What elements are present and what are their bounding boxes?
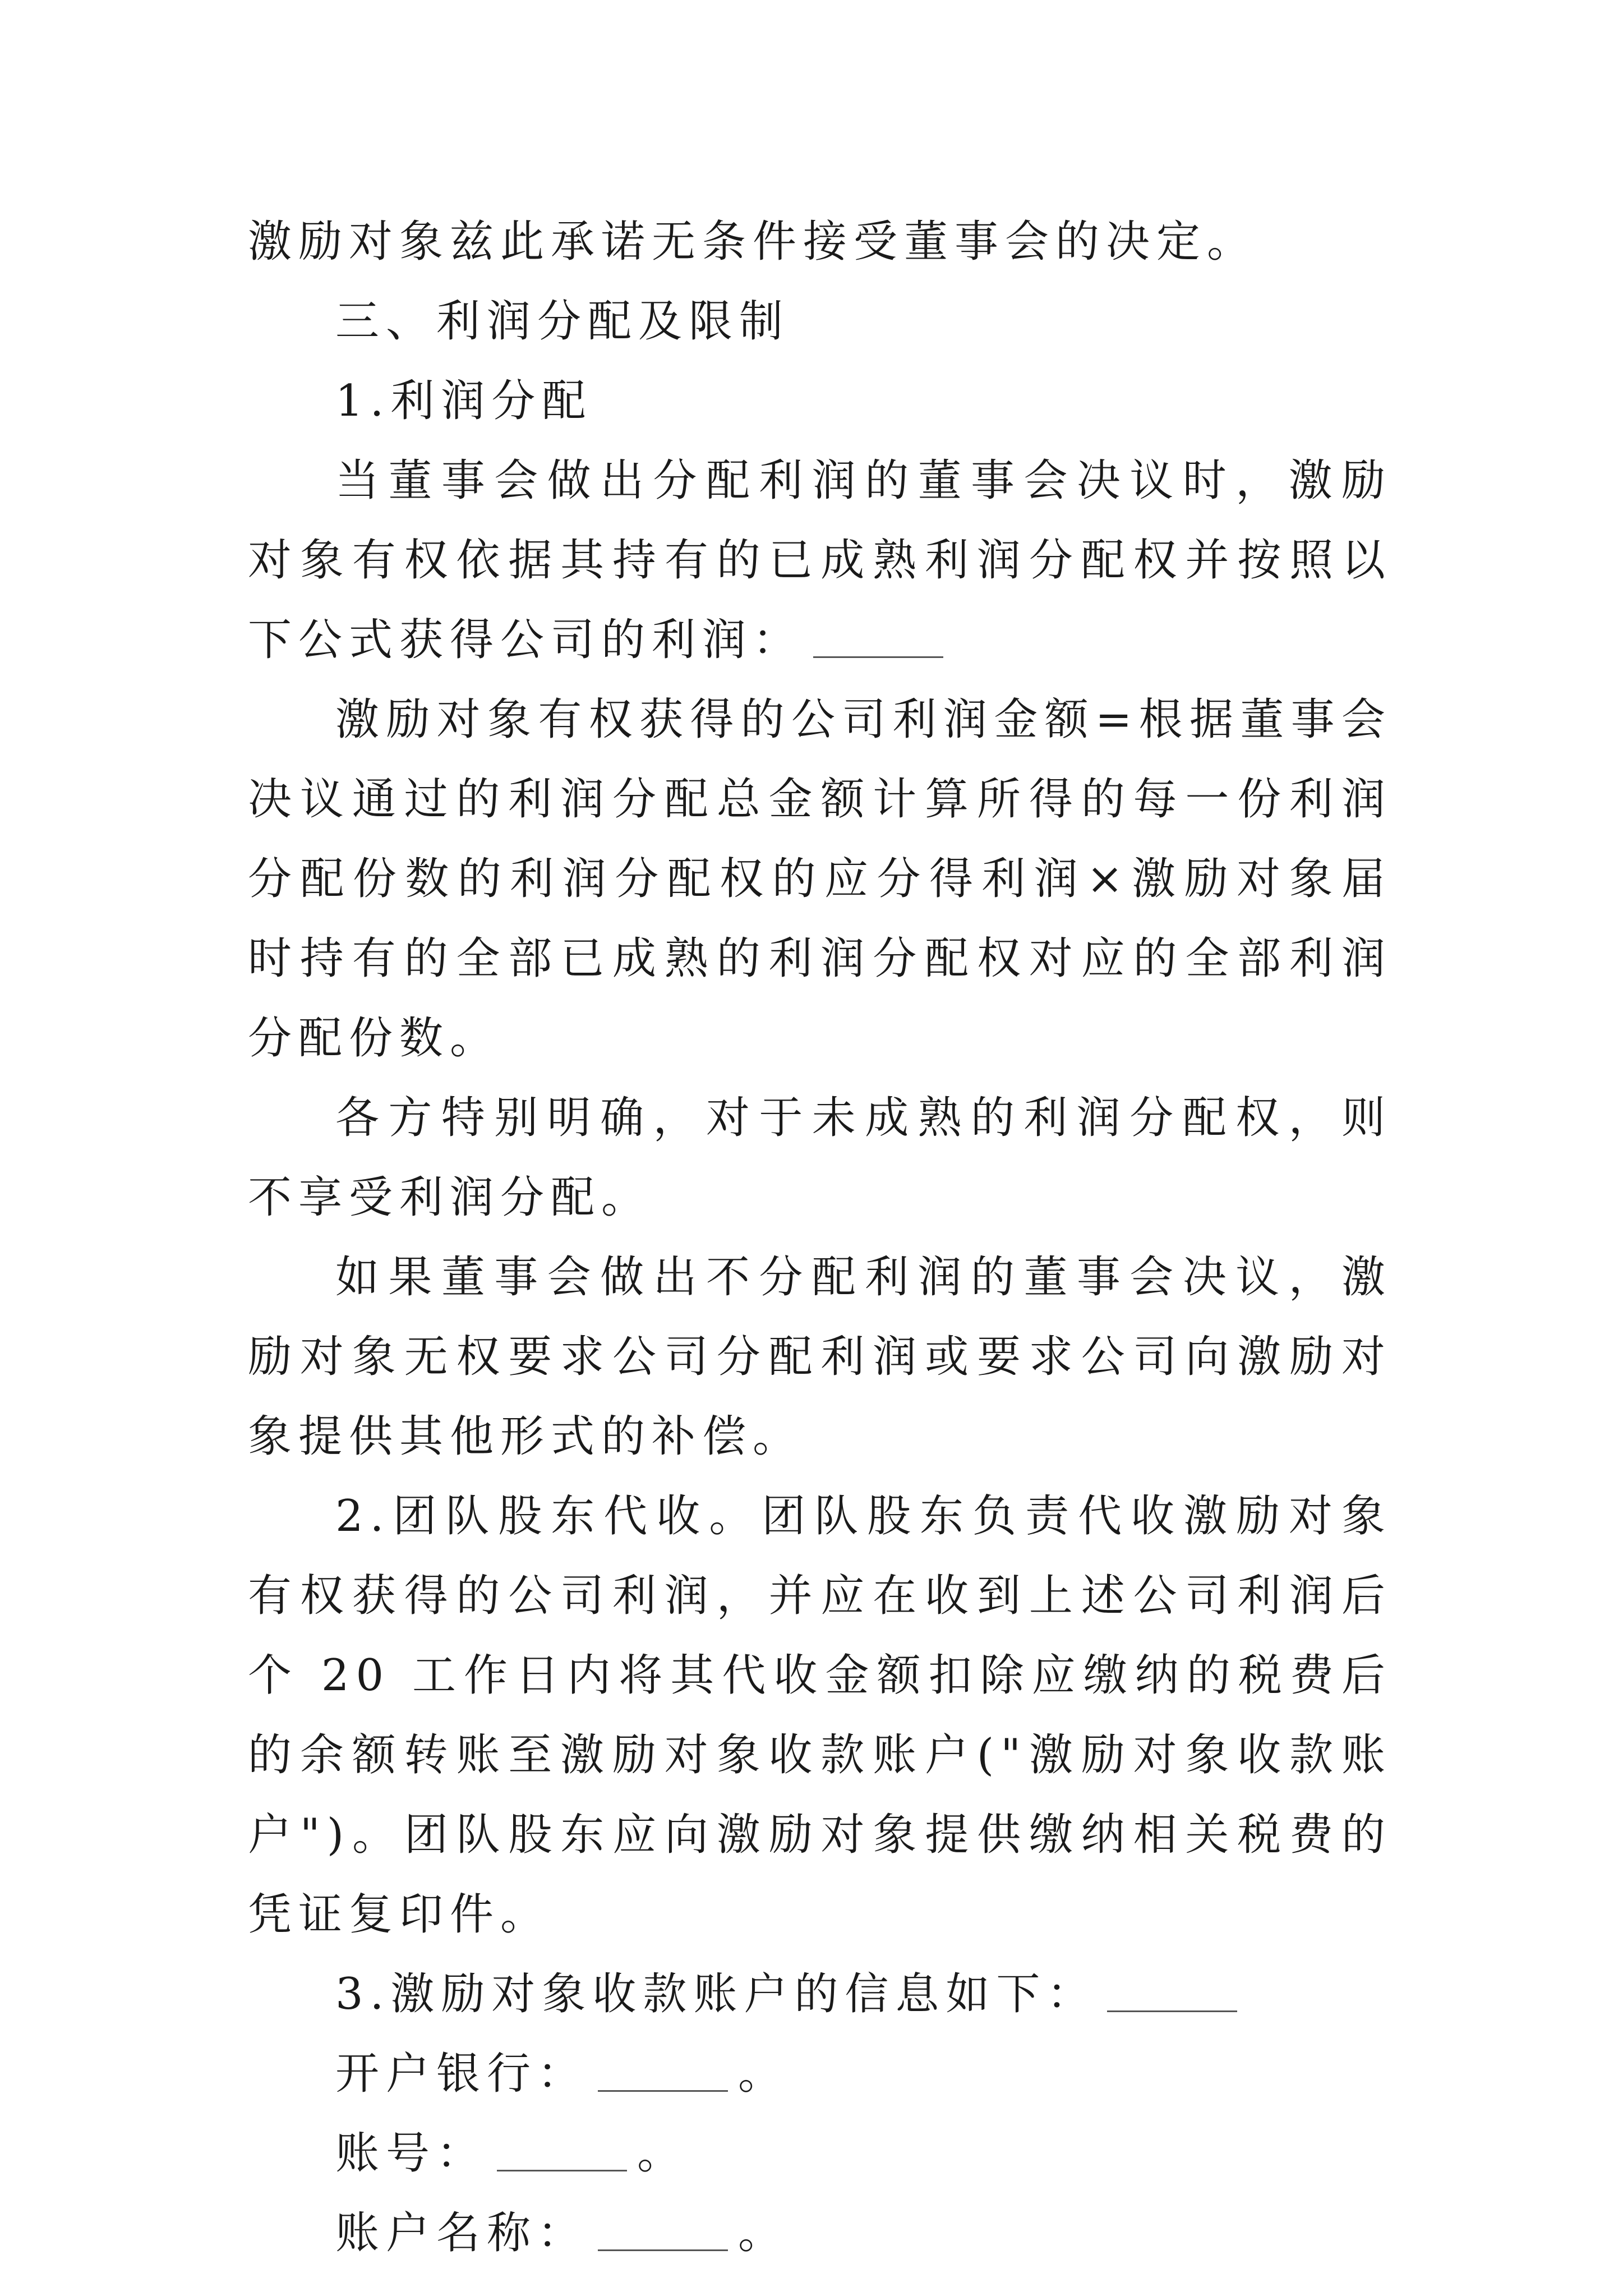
paragraph-text: 2.团队股东代收。团队股东负责代收激励对象有权获得的公司利润，并应在收到上述公司利润后个 20 工作日内将其代收金额扣除应缴纳的税费后的余额转账至激励对象收款账户("激励对象收款账户")。团队股东应向激励对象提供缴纳相关税费的凭证复印件。 — [248, 1491, 1392, 1940]
field-label: 账号： — [335, 2128, 487, 2179]
paragraph-account-info — [248, 1954, 1392, 2034]
field-bank — [248, 2034, 1392, 2114]
field-tail: 。 — [738, 2208, 789, 2258]
account-number-blank[interactable] — [497, 2126, 627, 2171]
field-tail: 。 — [637, 2128, 688, 2179]
paragraph-formula — [248, 680, 1392, 1078]
field-account-number — [248, 2114, 1392, 2193]
paragraph-text: 如果董事会做出不分配利润的董事会决议，激励对象无权要求公司分配利润或要求公司向激励对象提供其他形式的补偿。 — [248, 1252, 1392, 1462]
field-label: 开户银行： — [335, 2049, 588, 2099]
paragraph-collection — [248, 1476, 1392, 1954]
fill-in-blank[interactable] — [1107, 1967, 1237, 2012]
paragraph-text: 当董事会做出分配利润的董事会决议时，激励对象有权依据其持有的已成熟利润分配权并按照以下公式获得公司的利润： — [248, 455, 1392, 665]
field-label: 账户名称： — [335, 2208, 588, 2258]
field-tail: 。 — [738, 2049, 789, 2099]
paragraph-text: 3.激励对象收款账户的信息如下： — [335, 1969, 1098, 2019]
paragraph-text: 激励对象兹此承诺无条件接受董事会的决定。 — [248, 217, 1258, 267]
heading-text: 三、利润分配及限制 — [335, 296, 790, 347]
paragraph-immature-rights — [248, 1078, 1392, 1237]
paragraph-no-distribution — [248, 1237, 1392, 1476]
bank-blank[interactable] — [598, 2046, 728, 2092]
paragraph-text: 激励对象有权获得的公司利润金额=根据董事会决议通过的利润分配总金额计算所得的每一份利润分配份数的利润分配权的应分得利润×激励对象届时持有的全部已成熟的利润分配权对应的全部利润分配份数。 — [248, 694, 1392, 1064]
paragraph-commitment — [248, 202, 1392, 282]
subsection-heading — [248, 361, 1392, 441]
fill-in-blank[interactable] — [813, 613, 943, 658]
paragraph-profit-right — [248, 441, 1392, 680]
subheading-text: 1.利润分配 — [335, 376, 593, 426]
field-account-name — [248, 2193, 1392, 2273]
section-heading — [248, 282, 1392, 361]
paragraph-text: 各方特别明确，对于未成熟的利润分配权，则不享受利润分配。 — [248, 1093, 1392, 1223]
account-name-blank[interactable] — [598, 2206, 728, 2251]
document-body — [248, 202, 1392, 2273]
